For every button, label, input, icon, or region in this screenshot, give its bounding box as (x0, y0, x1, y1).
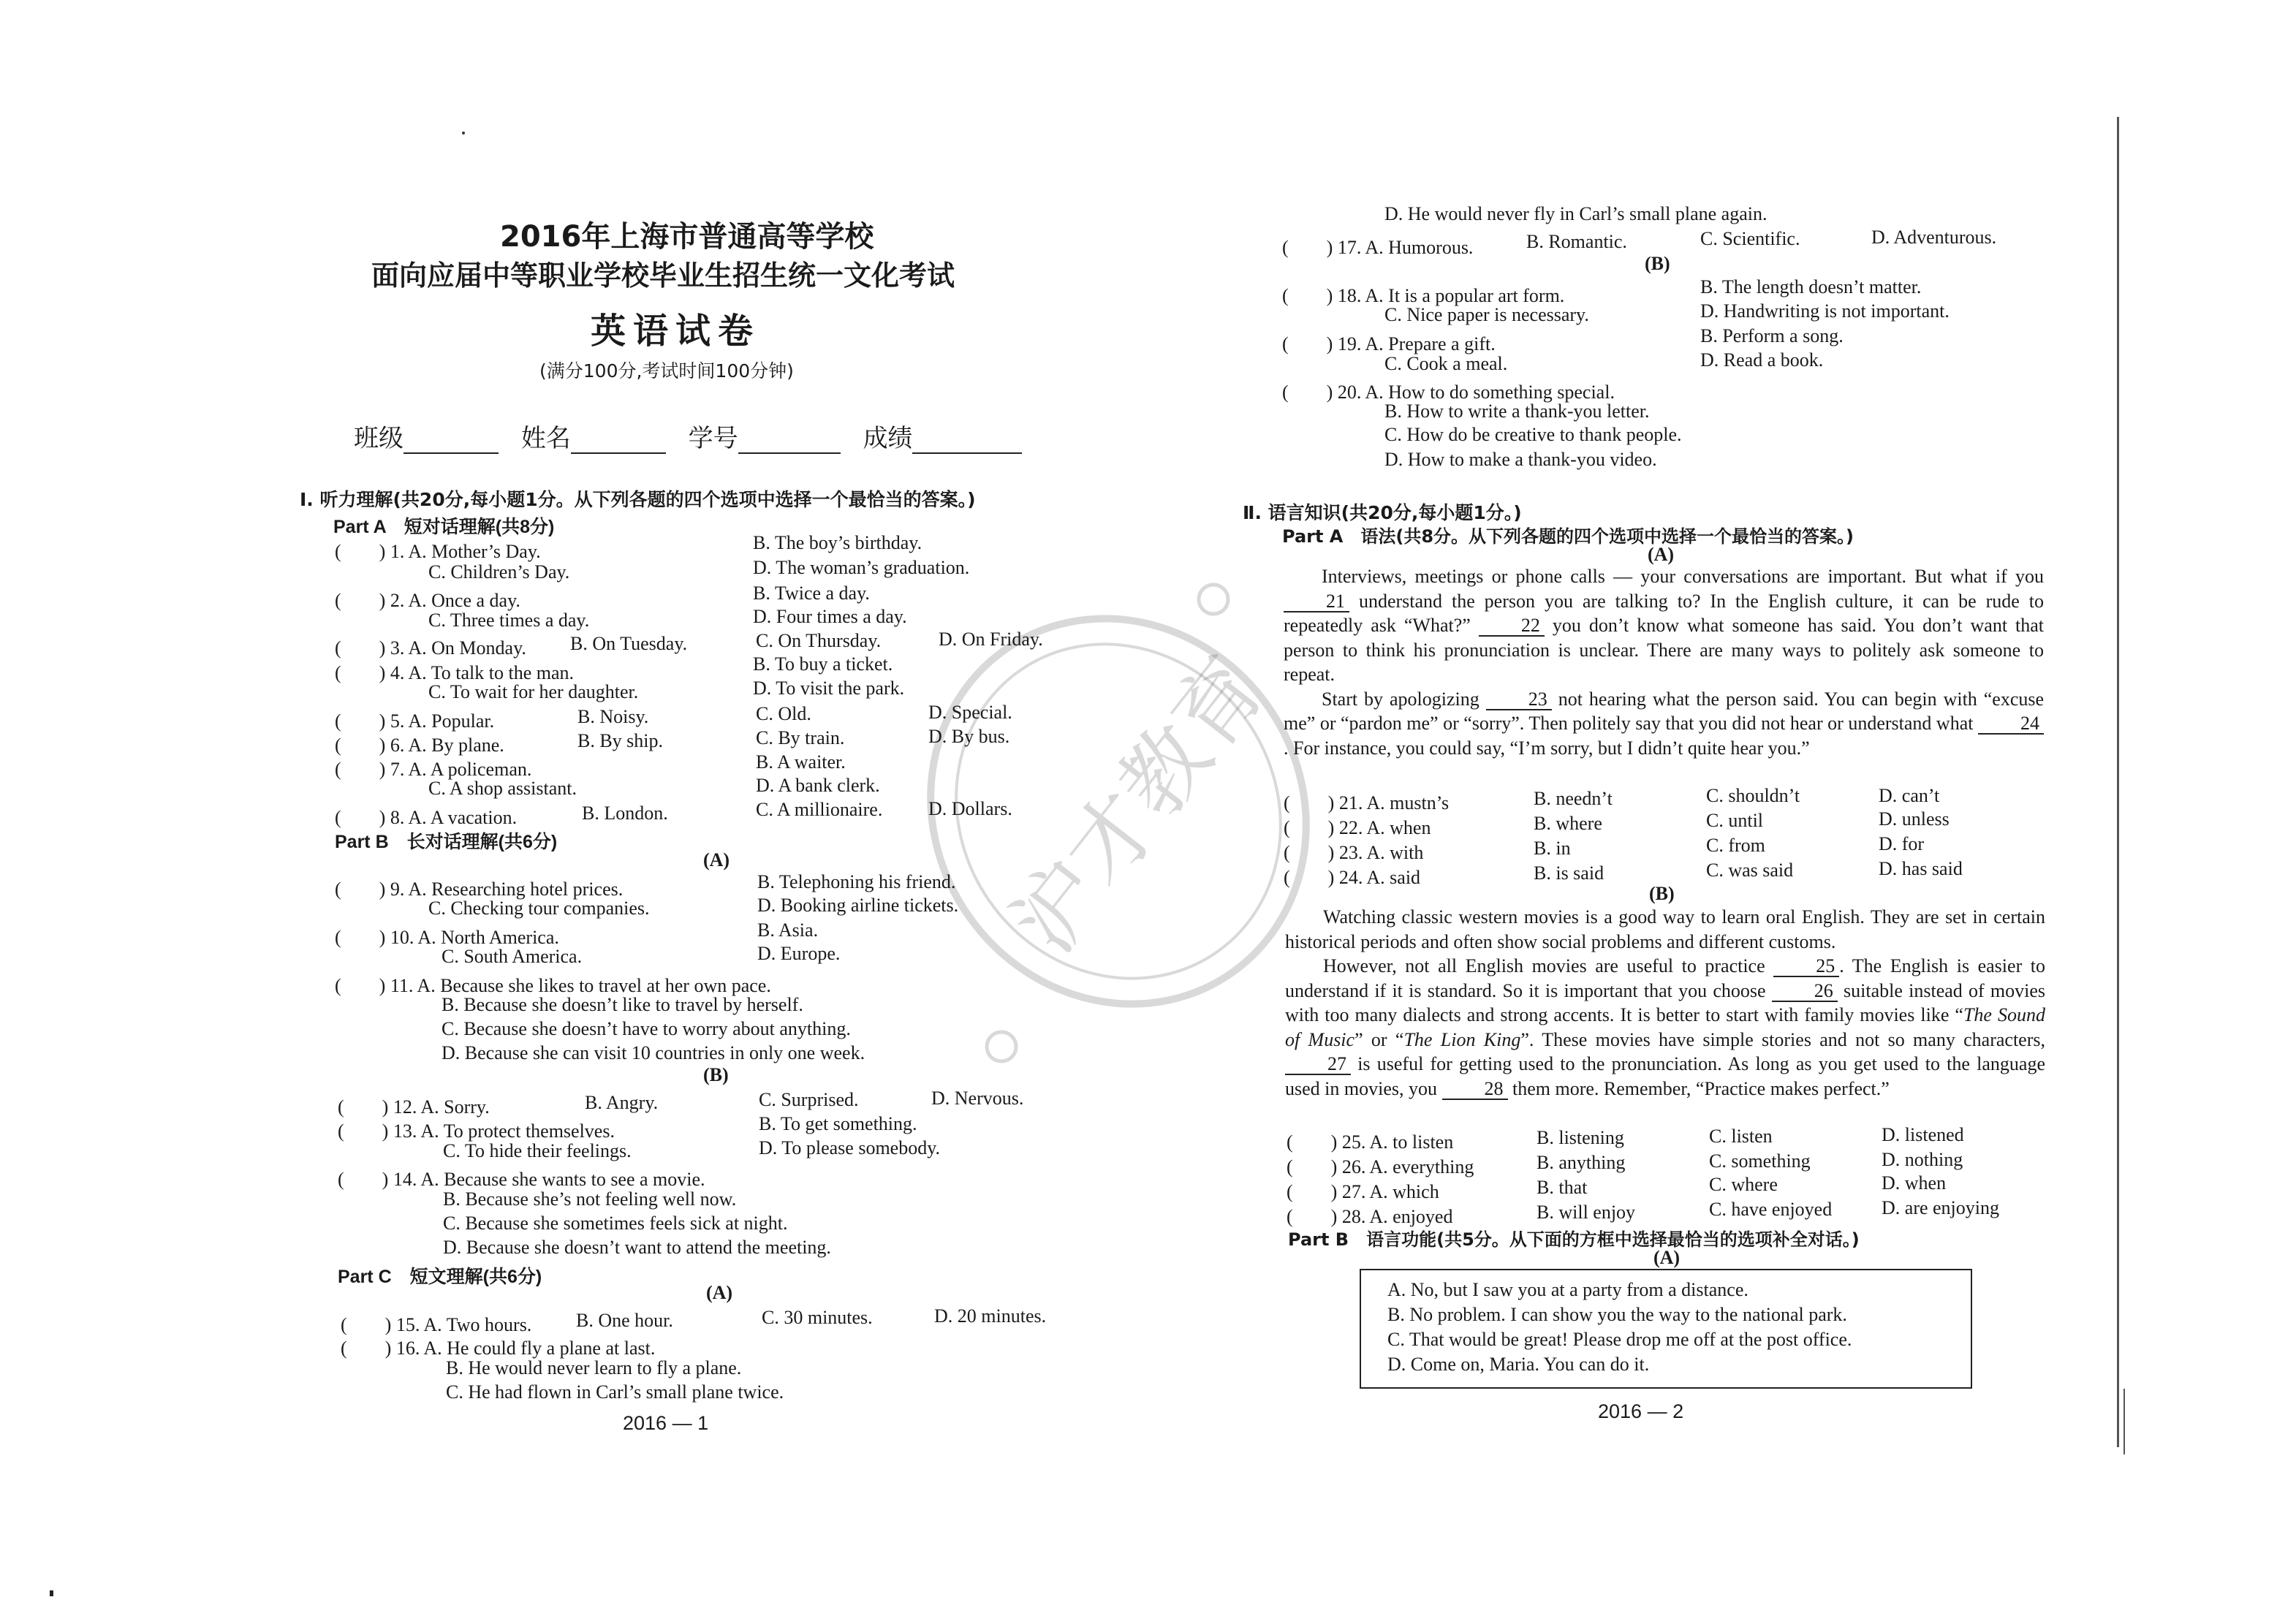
q19-c: C. Cook a meal. (1384, 353, 1508, 374)
part-b-a-label: (A) (703, 849, 730, 870)
q11-a: ( ) 11. A. Because she likes to travel at her own pace. (335, 975, 771, 996)
q6-d: D. By bus. (928, 726, 1010, 747)
q27-b: B. that (1537, 1177, 1588, 1198)
blank-24[interactable]: 24 (1978, 714, 2044, 735)
name-field[interactable] (571, 432, 666, 454)
q12-a: ( ) 12. A. Sorry. (338, 1096, 490, 1118)
q20-b: B. How to write a thank-you letter. (1384, 401, 1650, 422)
q19-b: B. Perform a song. (1700, 325, 1844, 346)
q17-c: C. Scientific. (1700, 228, 1800, 249)
q9-a: ( ) 9. A. Researching hotel prices. (335, 879, 624, 900)
q27-c: C. where (1709, 1174, 1778, 1195)
q27-d: D. when (1882, 1172, 1947, 1194)
q26-c: C. something (1709, 1150, 1811, 1172)
title-line-2: 面向应届中等职业学校毕业生招生统一文化考试 (371, 259, 955, 292)
q26-b: B. anything (1537, 1152, 1626, 1173)
q10-c: C. South America. (442, 946, 583, 967)
part-a-heading: Part A 短对话理解(共8分) (333, 517, 555, 537)
q25-c: C. listen (1709, 1126, 1773, 1147)
q21-b: B. needn’t (1534, 788, 1613, 809)
q14-c: C. Because she sometimes feels sick at night. (443, 1213, 788, 1234)
q5-c: C. Old. (756, 703, 811, 724)
q11-c: C. Because she doesn’t have to worry about anything. (442, 1018, 851, 1039)
part-a-grammar-text: Part A 语法(共8分。从下列各题的四个选项中选择一个最恰当的答案。) (1282, 526, 1854, 547)
q26-d: D. nothing (1882, 1149, 1963, 1170)
score-field[interactable] (912, 432, 1022, 454)
q24-c: C. was said (1706, 860, 1794, 881)
q25-d: D. listened (1882, 1124, 1964, 1145)
q18-d: D. Handwriting is not important. (1700, 300, 1950, 322)
q3-a: ( ) 3. A. On Monday. (335, 637, 526, 659)
q8-a: ( ) 8. A. A vacation. (335, 807, 518, 828)
score-label: 成绩 (863, 424, 913, 453)
name-label: 姓名 (520, 424, 571, 453)
q14-a: ( ) 14. A. Because she wants to see a movie. (338, 1169, 705, 1190)
blank-26[interactable]: 26 (1772, 982, 1838, 1002)
q28-c: C. have enjoyed (1709, 1199, 1833, 1220)
q7-a: ( ) 7. A. A policeman. (335, 759, 532, 780)
q23-d: D. for (1879, 833, 1925, 854)
section-2-title: Ⅱ. 语言知识(共20分,每小题1分。) (1243, 502, 1522, 523)
q6-b: B. By ship. (577, 730, 664, 751)
q21-a: ( ) 21. A. mustn’s (1284, 792, 1450, 813)
q14-b: B. Because she’s not feeling well now. (443, 1188, 737, 1210)
q10-d: D. Europe. (757, 943, 841, 964)
q18-b: B. The length doesn’t matter. (1700, 276, 1922, 297)
box-option-b: B. No problem. I can show you the way to the national park. (1387, 1304, 1847, 1325)
section-1-title: Ⅰ. 听力理解(共20分,每小题1分。从下列各题的四个选项中选择一个最恰当的答案。) (300, 489, 976, 510)
passage-b: Watching classic western movies is a good way to learn oral English. They are set in certain historical periods and often show social problems and different customs. However, not all English movies are useful to practice 25 . The English is easier to understand if it is standard. So it is important that you choose 26 suitable instead of movies with too many dialects and strong accents. It is better to start with family movies like “The Sound of Music” or “The Lion King”. These movies have simple stories and not so many characters, 27 is useful for getting used to the pronunciation. As long as you get used to the language used in movies, you 28 them more. Remember, “Practice makes perfect.” (1285, 906, 2046, 1099)
q9-d: D. Booking airline tickets. (757, 895, 959, 916)
title-line-3: 英语试卷 (591, 311, 761, 352)
q24-b: B. is said (1534, 862, 1604, 884)
id-field[interactable] (738, 432, 841, 454)
q18-a: ( ) 18. A. It is a popular art form. (1282, 285, 1565, 306)
q1-d: D. The woman’s graduation. (753, 557, 970, 578)
q7-c: C. A shop assistant. (428, 778, 577, 799)
q3-b: B. On Tuesday. (570, 633, 688, 654)
blank-23[interactable]: 23 (1486, 690, 1552, 710)
q21-c: C. shouldn’t (1706, 785, 1800, 806)
info-fields (354, 418, 1022, 454)
margin-line (2117, 117, 2119, 1447)
part-c-b-label: (B) (1645, 253, 1670, 274)
q2-c: C. Three times a day. (428, 610, 590, 631)
q19-a: ( ) 19. A. Prepare a gift. (1282, 333, 1496, 354)
q8-d: D. Dollars. (928, 798, 1012, 819)
part-a-grammar-heading (1282, 522, 1854, 547)
passage-b-label: (B) (1649, 883, 1675, 904)
blank-27[interactable]: 27 (1285, 1055, 1351, 1075)
q22-a: ( ) 22. A. when (1284, 817, 1431, 838)
q11-d: D. Because she can visit 10 countries in only one week. (442, 1042, 865, 1063)
q1-a: ( ) 1. A. Mother’s Day. (335, 541, 541, 562)
q13-a: ( ) 13. A. To protect themselves. (338, 1120, 615, 1142)
q6-a: ( ) 6. A. By plane. (335, 735, 504, 756)
q22-c: C. until (1706, 810, 1764, 831)
options-box (1360, 1269, 1972, 1389)
q27-a: ( ) 27. A. which (1287, 1181, 1439, 1202)
q5-a: ( ) 5. A. Popular. (335, 710, 495, 732)
q7-b: B. A waiter. (756, 751, 846, 773)
q22-d: D. unless (1879, 808, 1950, 830)
part-b-function-a-label: (A) (1653, 1247, 1681, 1268)
speck (50, 1590, 53, 1596)
q7-d: D. A bank clerk. (756, 775, 880, 796)
q22-b: B. where (1534, 813, 1602, 834)
part-c-a-label: (A) (706, 1282, 733, 1303)
q28-a: ( ) 28. A. enjoyed (1287, 1206, 1453, 1227)
q28-b: B. will enjoy (1537, 1202, 1636, 1223)
q20-a: ( ) 20. A. How to do something special. (1282, 382, 1615, 403)
q21-d: D. can’t (1879, 785, 1940, 806)
q23-c: C. from (1706, 835, 1765, 856)
q12-c: C. Surprised. (759, 1089, 859, 1110)
box-option-a: A. No, but I saw you at a party from a distance. (1387, 1279, 1748, 1300)
q15-a: ( ) 15. A. Two hours. (341, 1314, 532, 1335)
exam-subtitle: (满分100分,考试时间100分钟) (539, 360, 794, 382)
q6-c: C. By train. (756, 727, 845, 748)
part-c-heading: Part C 短文理解(共6分) (338, 1267, 542, 1287)
blank-21[interactable]: 21 (1284, 592, 1349, 612)
q8-c: C. A millionaire. (756, 799, 883, 820)
q17-b: B. Romantic. (1526, 231, 1627, 252)
q17-a: ( ) 17. A. Humorous. (1282, 237, 1474, 258)
q4-c: C. To wait for her daughter. (428, 681, 639, 702)
q11-b: B. Because she doesn’t like to travel by herself. (442, 994, 803, 1015)
q19-d: D. Read a book. (1700, 349, 1824, 371)
blank-28[interactable]: 28 (1442, 1080, 1508, 1100)
q16-d: D. He would never fly in Carl’s small plane again. (1384, 203, 1768, 224)
part-b-function-heading (1288, 1225, 1860, 1251)
blank-22[interactable]: 22 (1479, 616, 1545, 637)
q1-c: C. Children’s Day. (428, 561, 570, 583)
q9-c: C. Checking tour companies. (428, 898, 650, 919)
box-option-c: C. That would be great! Please drop me off at the post office. (1387, 1329, 1852, 1350)
q28-d: D. are enjoying (1882, 1197, 2000, 1218)
title-line-1: 2016年上海市普通高等学校 (500, 220, 874, 254)
part-b-heading: Part B 长对话理解(共6分) (335, 832, 558, 852)
q13-c: C. To hide their feelings. (443, 1140, 632, 1161)
q15-c: C. 30 minutes. (762, 1307, 873, 1328)
q24-d: D. has said (1879, 858, 1963, 879)
q10-b: B. Asia. (757, 919, 819, 941)
q5-d: D. Special. (928, 702, 1012, 723)
id-label: 学号 (688, 424, 738, 453)
class-field[interactable] (403, 432, 499, 454)
q23-b: B. in (1534, 838, 1571, 859)
q2-a: ( ) 2. A. Once a day. (335, 590, 520, 611)
margin-line (2123, 1389, 2125, 1454)
watermark-text: 沪才教育 (993, 637, 1285, 972)
q9-b: B. Telephoning his friend. (757, 871, 956, 892)
q3-c: C. On Thursday. (756, 630, 882, 651)
blank-25[interactable]: 25 (1773, 957, 1839, 977)
q16-c: C. He had flown in Carl’s small plane twice. (446, 1381, 784, 1403)
q10-a: ( ) 10. A. North America. (335, 927, 559, 948)
q23-a: ( ) 23. A. with (1284, 842, 1424, 863)
q4-b: B. To buy a ticket. (753, 653, 893, 675)
q20-d: D. How to make a thank-you video. (1384, 449, 1657, 470)
q12-b: B. Angry. (585, 1092, 659, 1113)
q2-b: B. Twice a day. (753, 583, 870, 604)
q15-b: B. One hour. (576, 1310, 673, 1331)
part-b-b-label: (B) (703, 1064, 729, 1085)
class-label: 班级 (354, 424, 403, 453)
q13-b: B. To get something. (759, 1113, 917, 1134)
q16-b: B. He would never learn to fly a plane. (446, 1357, 742, 1378)
page-number-2: 2016 — 2 (1598, 1400, 1684, 1422)
q25-b: B. listening (1537, 1127, 1624, 1148)
q4-d: D. To visit the park. (753, 678, 905, 699)
q12-d: D. Nervous. (931, 1088, 1024, 1109)
q20-c: C. How do be creative to thank people. (1384, 424, 1682, 445)
page-number-1: 2016 — 1 (623, 1412, 709, 1434)
q3-d: D. On Friday. (939, 629, 1043, 650)
q8-b: B. London. (582, 803, 668, 824)
q14-d: D. Because she doesn’t want to attend the meeting. (443, 1237, 831, 1258)
passage-a-label: (A) (1648, 544, 1675, 565)
q4-a: ( ) 4. A. To talk to the man. (335, 662, 574, 683)
q5-b: B. Noisy. (577, 706, 649, 727)
q24-a: ( ) 24. A. said (1284, 867, 1421, 888)
q26-a: ( ) 26. A. everything (1287, 1156, 1474, 1177)
q18-c: C. Nice paper is necessary. (1384, 304, 1589, 325)
part-b-function-text: Part B 语言功能(共5分。从下面的方框中选择最恰当的选项补全对话。) (1288, 1229, 1860, 1250)
q17-d: D. Adventurous. (1871, 227, 1997, 248)
q16-a: ( ) 16. A. He could fly a plane at last. (341, 1338, 656, 1359)
q1-b: B. The boy’s birthday. (753, 532, 922, 553)
speck (462, 132, 465, 134)
q15-d: D. 20 minutes. (934, 1305, 1047, 1327)
q13-d: D. To please somebody. (759, 1137, 941, 1158)
q2-d: D. Four times a day. (753, 606, 907, 627)
passage-a: Interviews, meetings or phone calls — your conversations are important. But what if you 21 understand the person you are talking to? In the English culture, it can be rude to repeatedly ask “What?” 22 you don’t know what someone has said. You don’t want that person to think his pronunciation is unclear. There are many ways to politely ask someone to repeat. Start by apologizing 23 not hearing what the person said. You can begin with “excuse me” or “pardon me” or “sorry”. Then politely say that you did not hear or understand what 24. For instance, you could say, “I’m sorry, but I didn’t quite hear you.” (1284, 566, 2045, 759)
q25-a: ( ) 25. A. to listen (1287, 1131, 1454, 1153)
box-option-d: D. Come on, Maria. You can do it. (1387, 1354, 1650, 1375)
